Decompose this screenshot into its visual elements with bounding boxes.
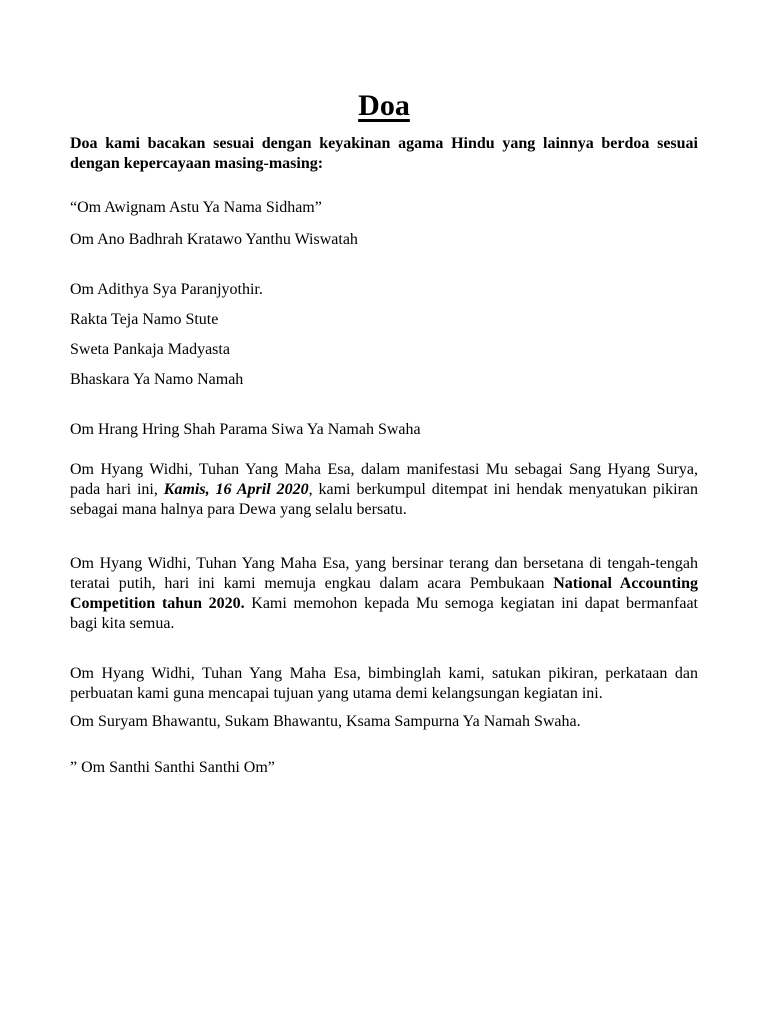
intro-paragraph: Doa kami bacakan sesuai dengan keyakinan agama Hindu yang lainnya berdoa sesuai dengan kepercayaan masing-masing: (70, 135, 698, 172)
mantra-awignam: “Om Awignam Astu Ya Nama Sidham” (70, 199, 322, 216)
verse-line-2: Rakta Teja Namo Stute (70, 311, 219, 328)
event-name: National Accounting Competition tahun 2020. (70, 575, 699, 612)
paragraph-bimbinglah: Om Hyang Widhi, Tuhan Yang Maha Esa, bimbinglah kami, satukan pikiran, perkataan dan perbuatan kami guna mencapai tujuan yang utama demi kelangsungan kegiatan ini. (70, 665, 698, 702)
verse-line-1: Om Adithya Sya Paranjyothir. (70, 281, 263, 298)
mantra-ano-badhrah: Om Ano Badhrah Kratawo Yanthu Wiswatah (70, 231, 358, 248)
verse-line-3: Sweta Pankaja Madyasta (70, 341, 230, 358)
paragraph-manifestasi-text-2: , kami berkumpul ditempat ini hendak menyatukan pikiran sebagai mana halnya para Dewa yang selalu bersatu. (70, 481, 699, 518)
paragraph-manifestasi-text-1: Om Hyang Widhi, Tuhan Yang Maha Esa, dalam manifestasi Mu sebagai Sang Hyang Surya, pada hari ini, (70, 461, 698, 498)
verse-line-4: Bhaskara Ya Namo Namah (70, 371, 244, 388)
paragraph-pembukaan (70, 554, 698, 634)
event-date: Kamis, 16 April 2020 (163, 481, 309, 498)
document-title: Doa (358, 89, 410, 122)
paragraph-pembukaan-text-1: Om Hyang Widhi, Tuhan Yang Maha Esa, yang bersinar terang dan bersetana di tengah-tengah teratai putih, hari ini kami memuja engkau dalam acara Pembukaan (70, 555, 698, 592)
mantra-hrang-hring: Om Hrang Hring Shah Parama Siwa Ya Namah Swaha (70, 421, 421, 438)
mantra-suryam: Om Suryam Bhawantu, Sukam Bhawantu, Ksama Sampurna Ya Namah Swaha. (70, 713, 581, 730)
paragraph-pembukaan-text-2: Kami memohon kepada Mu semoga kegiatan ini dapat bermanfaat bagi kita semua. (70, 595, 698, 632)
closing-mantra: ” Om Santhi Santhi Santhi Om” (70, 759, 275, 776)
paragraph-manifestasi (70, 460, 698, 520)
